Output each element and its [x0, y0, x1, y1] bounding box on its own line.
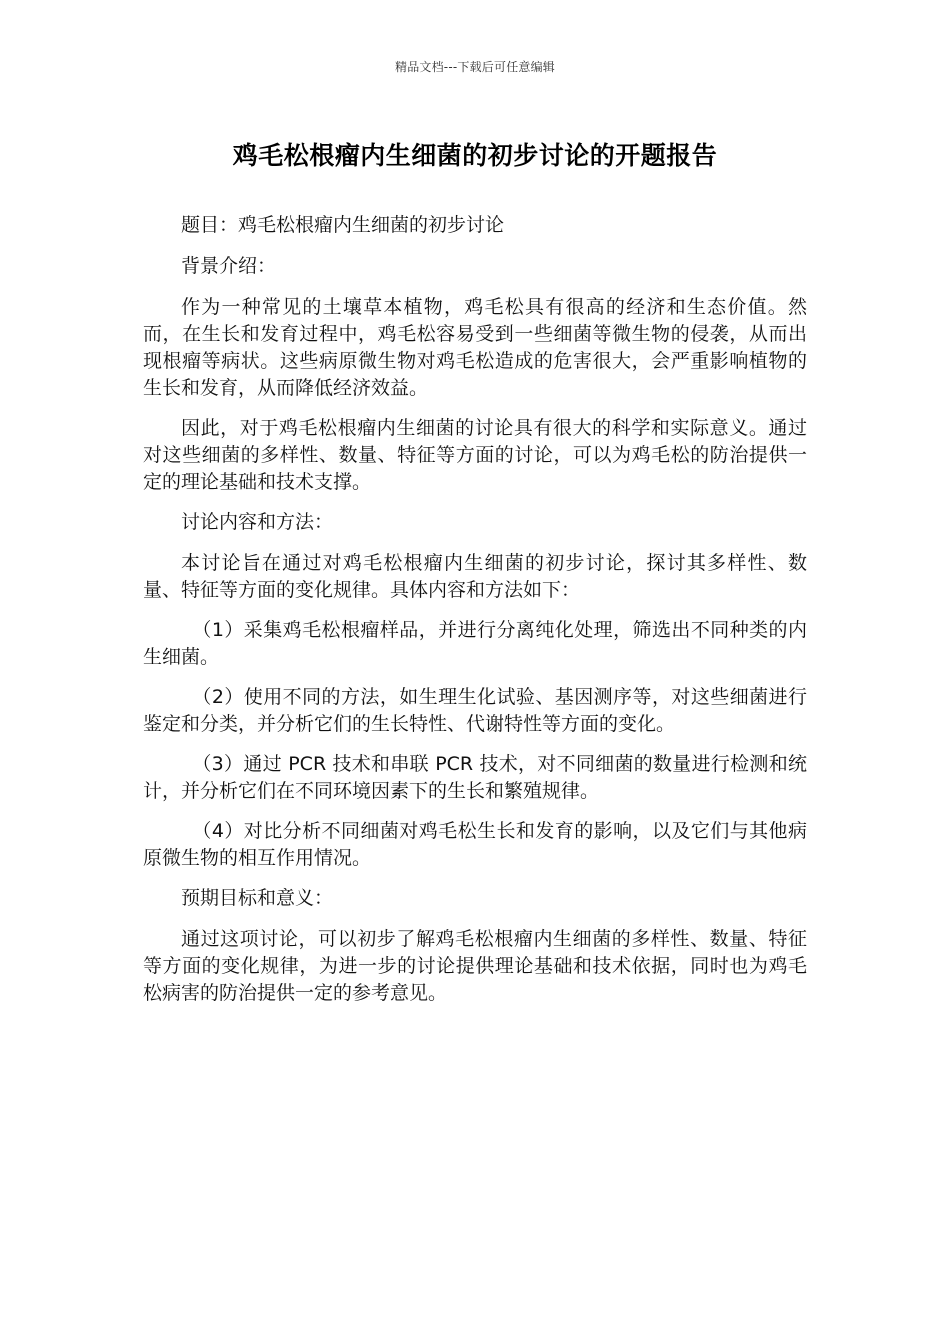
topic-line: 题目：鸡毛松根瘤内生细菌的初步讨论	[181, 214, 505, 236]
goals-heading: 预期目标和意义：	[181, 887, 334, 909]
methods-intro-paragraph: 本讨论旨在通过对鸡毛松根瘤内生细菌的初步讨论，探讨其多样性、数量、特征等方面的变化规律。具体内容和方法如下：	[143, 552, 807, 601]
method-item-3: （3）通过 PCR 技术和串联 PCR 技术，对不同细菌的数量进行检测和统计，并分析它们在不同环境因素下的生长和繁殖规律。	[143, 753, 807, 802]
methods-heading: 讨论内容和方法：	[181, 511, 334, 533]
document-body	[143, 212, 807, 1020]
method-item-1: （1）采集鸡毛松根瘤样品，并进行分离纯化处理，筛选出不同种类的内生细菌。	[143, 619, 807, 668]
background-heading: 背景介绍：	[181, 255, 277, 277]
goals-paragraph: 通过这项讨论，可以初步了解鸡毛松根瘤内生细菌的多样性、数量、特征等方面的变化规律，为进一步的讨论提供理论基础和技术依据，同时也为鸡毛松病害的防治提供一定的参考意见。	[143, 928, 807, 1004]
header-note: 精品文档---下载后可任意编辑	[395, 60, 555, 74]
document-title: 鸡毛松根瘤内生细菌的初步讨论的开题报告	[232, 141, 718, 170]
background-paragraph-2: 因此，对于鸡毛松根瘤内生细菌的讨论具有很大的科学和实际意义。通过对这些细菌的多样性、数量、特征等方面的讨论，可以为鸡毛松的防治提供一定的理论基础和技术支撑。	[143, 417, 807, 493]
background-paragraph-1: 作为一种常见的土壤草本植物，鸡毛松具有很高的经济和生态价值。然而，在生长和发育过程中，鸡毛松容易受到一些细菌等微生物的侵袭，从而出现根瘤等病状。这些病原微生物对鸡毛松造成的危害很大，会严重影响植物的生长和发育，从而降低经济效益。	[143, 296, 807, 399]
method-item-2: （2）使用不同的方法，如生理生化试验、基因测序等，对这些细菌进行鉴定和分类，并分析它们的生长特性、代谢特性等方面的变化。	[143, 686, 807, 735]
method-item-4: （4）对比分析不同细菌对鸡毛松生长和发育的影响，以及它们与其他病原微生物的相互作用情况。	[143, 820, 807, 869]
